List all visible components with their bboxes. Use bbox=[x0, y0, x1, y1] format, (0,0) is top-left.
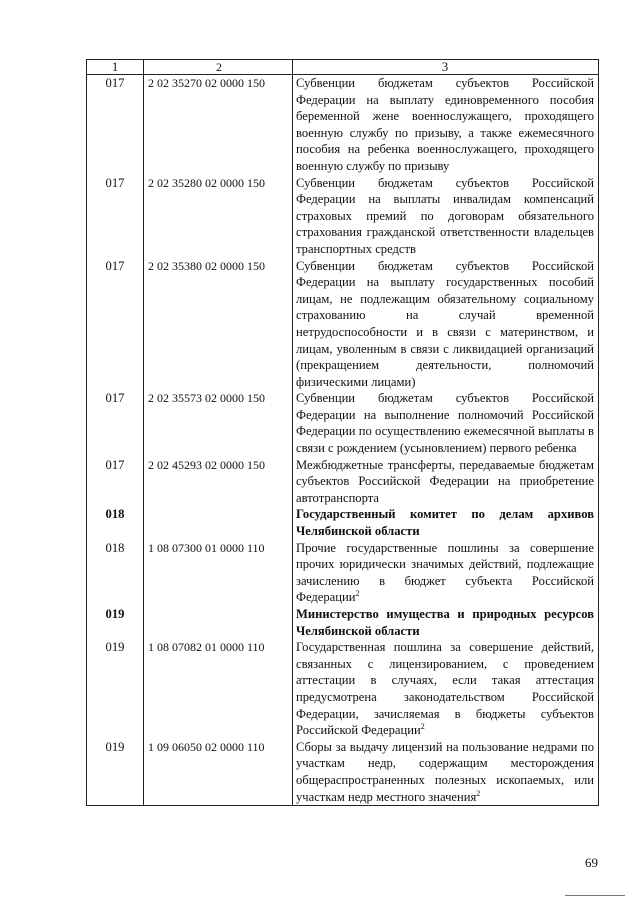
budget-classification-code-cell: 1 09 06050 02 0000 110 bbox=[144, 739, 293, 806]
revenue-description-cell bbox=[293, 258, 599, 391]
administrator-name-cell bbox=[293, 606, 599, 639]
revenue-description-cell bbox=[293, 540, 599, 606]
column-header-2: 2 bbox=[144, 60, 293, 75]
revenue-description-text: Прочие государственные пошлины за совершение прочих юридически значимых действий, подлежащие зачислению в бюджет субъекта Российской Федерации bbox=[296, 540, 594, 605]
section-heading-row bbox=[87, 506, 599, 539]
footnote-marker: 2 bbox=[420, 722, 425, 732]
column-header-3: 3 bbox=[293, 60, 599, 75]
admin-code-cell: 019 bbox=[87, 606, 144, 639]
admin-code-cell: 019 bbox=[87, 639, 144, 739]
section-heading-row bbox=[87, 606, 599, 639]
revenue-description-cell bbox=[293, 457, 599, 507]
admin-code-cell: 017 bbox=[87, 75, 144, 175]
footer-rule bbox=[565, 895, 625, 896]
budget-classification-code-cell bbox=[144, 606, 293, 639]
budget-classification-code-cell: 1 08 07082 01 0000 110 bbox=[144, 639, 293, 739]
budget-codes-table bbox=[86, 59, 599, 806]
revenue-description-cell bbox=[293, 75, 599, 175]
table-row bbox=[87, 540, 599, 606]
revenue-description-text: Межбюджетные трансферты, передаваемые бюджетам субъектов Российской Федерации на приобретение автотранспорта bbox=[296, 457, 594, 505]
budget-classification-code-cell: 2 02 35280 02 0000 150 bbox=[144, 175, 293, 258]
administrator-name-text: Государственный комитет по делам архивов Челябинской области bbox=[296, 507, 594, 539]
revenue-description-text: Государственная пошлина за совершение действий, связанных с лицензированием, с проведением аттестации в случаях, если такая аттестация предусмотрена законодательством Российской Федерации, зачисляемая в бюджеты субъектов Российской Федерации bbox=[296, 640, 594, 738]
budget-classification-code-cell: 2 02 45293 02 0000 150 bbox=[144, 457, 293, 507]
admin-code-cell: 018 bbox=[87, 506, 144, 539]
budget-classification-code-cell: 2 02 35573 02 0000 150 bbox=[144, 390, 293, 456]
admin-code-cell: 017 bbox=[87, 258, 144, 391]
budget-classification-code-cell: 1 08 07300 01 0000 110 bbox=[144, 540, 293, 606]
admin-code-cell: 017 bbox=[87, 175, 144, 258]
table-header-row bbox=[87, 60, 599, 75]
table-row bbox=[87, 639, 599, 739]
column-header-1: 1 bbox=[87, 60, 144, 75]
table-row bbox=[87, 258, 599, 391]
administrator-name-text: Министерство имущества и природных ресурсов Челябинской области bbox=[296, 607, 594, 638]
revenue-description-text: Сборы за выдачу лицензий на пользование недрами по участкам недр, содержащим месторождения общераспространенных полезных ископаемых, или участкам недр местного значения bbox=[296, 739, 594, 804]
footnote-marker: 2 bbox=[476, 788, 481, 798]
table-row bbox=[87, 739, 599, 806]
budget-classification-code-cell: 2 02 35380 02 0000 150 bbox=[144, 258, 293, 391]
administrator-name-cell bbox=[293, 506, 599, 539]
footnote-marker: 2 bbox=[355, 589, 360, 599]
revenue-description-text: Субвенции бюджетам субъектов Российской Федерации на выплату единовременного пособия беременной жене военнослужащего, проходящего военную службу по призыву, а также ежемесячного пособия на ребенка военнослужащего, проходящего военную службу по призыву bbox=[296, 76, 594, 173]
table-row bbox=[87, 175, 599, 258]
admin-code-cell: 017 bbox=[87, 390, 144, 456]
revenue-description-cell bbox=[293, 639, 599, 739]
revenue-description-cell bbox=[293, 739, 599, 806]
table-row bbox=[87, 457, 599, 507]
table-row bbox=[87, 75, 599, 175]
revenue-description-text: Субвенции бюджетам субъектов Российской Федерации на выплаты инвалидам компенсаций страховых премий по договорам обязательного страхования гражданской ответственности владельцев транспортных средств bbox=[296, 175, 594, 256]
admin-code-cell: 017 bbox=[87, 457, 144, 507]
admin-code-cell: 018 bbox=[87, 540, 144, 606]
budget-classification-code-cell bbox=[144, 506, 293, 539]
revenue-description-text: Субвенции бюджетам субъектов Российской Федерации на выполнение полномочий Российской Федерации по осуществлению ежемесячной выплаты в связи с рождением (усыновлением) первого ребенка bbox=[296, 391, 594, 456]
revenue-description-text: Субвенции бюджетам субъектов Российской Федерации на выплату государственных пособий лицам, не подлежащим обязательному социальному страхованию на случай временной нетрудоспособности и в связи с материнством, и лицам, уволенным в связи с ликвидацией организаций (прекращением деятельности, полномочий физическими лицами) bbox=[296, 258, 594, 389]
budget-classification-code-cell: 2 02 35270 02 0000 150 bbox=[144, 75, 293, 175]
page-number: 69 bbox=[585, 855, 598, 870]
admin-code-cell: 019 bbox=[87, 739, 144, 806]
revenue-description-cell bbox=[293, 175, 599, 258]
table-row bbox=[87, 390, 599, 456]
revenue-description-cell bbox=[293, 390, 599, 456]
